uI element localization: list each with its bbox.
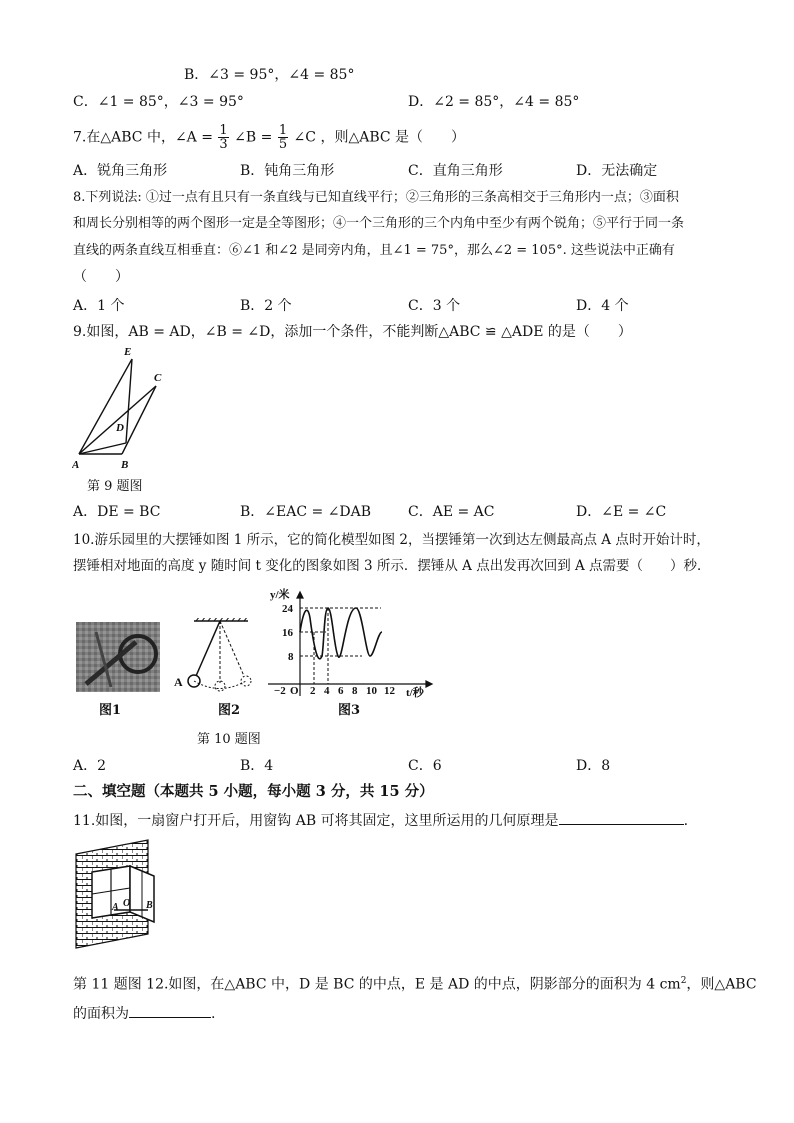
q10-fig1-label: 图1 bbox=[99, 703, 122, 718]
q8-option-d: D．4 个 bbox=[576, 298, 629, 314]
q7-fraction-2 bbox=[278, 124, 288, 151]
q9-line-ac bbox=[79, 386, 156, 454]
q7-stem-mid: ∠B = bbox=[234, 129, 273, 146]
q10-caption: 第 10 题图 bbox=[197, 732, 261, 747]
q7-fraction-1 bbox=[218, 124, 228, 151]
q12-line2-post: . bbox=[211, 1006, 216, 1022]
x-axis-arrow bbox=[426, 681, 432, 687]
q8-line-2: 和周长分别相等的两个图形一定是全等图形；④一个三角形的三个内角中至少有两个锐角；⑤平行于同一条 bbox=[73, 216, 685, 231]
q9-label-e: E bbox=[124, 346, 132, 358]
q11-label-o: O bbox=[123, 898, 131, 909]
q12-answer-blank[interactable] bbox=[129, 1003, 211, 1018]
q10-option-d: D．8 bbox=[576, 758, 611, 774]
q9-line-ed bbox=[126, 359, 132, 443]
q12-superscript: 2 bbox=[680, 976, 687, 986]
q11-stem-pre: 11.如图，一扇窗户打开后，用窗钩 AB 可将其固定，这里所运用的几何原理是 bbox=[73, 813, 559, 829]
q6-option-c: C．∠1 = 85°，∠3 = 95° bbox=[73, 94, 244, 110]
q9-line-ae bbox=[79, 359, 132, 454]
q9-option-c: C．AE = AC bbox=[408, 504, 495, 520]
x-tick-4: 4 bbox=[324, 685, 330, 697]
q12-line1-pre: 第 11 题图 12.如图，在△ABC 中，D 是 BC 的中点，E 是 AD 的中点，阴影部分的面积为 4 cm bbox=[73, 976, 681, 993]
q11-stem-post: . bbox=[683, 813, 689, 829]
q9-option-d: D．∠E = ∠C bbox=[576, 504, 667, 520]
x-tick-origin: O bbox=[290, 685, 299, 697]
q10-figure-3-graph bbox=[266, 588, 438, 698]
q7-option-d: D．无法确定 bbox=[576, 163, 658, 179]
q9-option-a: A．DE = BC bbox=[73, 504, 161, 520]
y-axis-label: y/米 bbox=[270, 589, 290, 601]
section-2-heading: 二、填空题（本题共 5 小题，每小题 3 分，共 15 分） bbox=[73, 783, 434, 800]
pendulum-rod bbox=[196, 621, 220, 676]
q9-option-b: B．∠EAC = ∠DAB bbox=[240, 504, 372, 520]
q8-option-c: C．3 个 bbox=[408, 298, 461, 314]
q7-stem-post: ∠C ，则△ABC 是（ ） bbox=[293, 129, 466, 146]
q8-line-3: 直线的两条直线互相垂直：⑥∠1 和∠2 是同旁内角，且∠1 = 75°，那么∠2 = 105°. 这些说法中正确有 bbox=[73, 243, 675, 258]
q9-label-b: B bbox=[121, 459, 129, 470]
q12-line2-pre: 的面积为 bbox=[73, 1006, 129, 1022]
q10-fig3-label: 图3 bbox=[338, 703, 361, 718]
q12-line1-post: ，则△ABC bbox=[686, 976, 757, 993]
x-tick-minus2: −2 bbox=[274, 685, 286, 697]
q12-line-2 bbox=[73, 1003, 215, 1023]
q11-label-a: A bbox=[112, 902, 119, 913]
q11-label-b: B bbox=[146, 900, 153, 911]
q11-figure-window bbox=[72, 838, 162, 950]
right-rod bbox=[220, 621, 244, 676]
q7-f2-den: 5 bbox=[278, 137, 288, 152]
x-tick-8: 8 bbox=[352, 685, 358, 697]
q6-option-d: D．∠2 = 85°，∠4 = 85° bbox=[408, 94, 580, 110]
q7-f1-den: 3 bbox=[219, 137, 228, 152]
y-tick-24: 24 bbox=[282, 603, 293, 615]
q9-caption: 第 9 题图 bbox=[87, 479, 143, 494]
q7-f2-num: 1 bbox=[278, 123, 288, 138]
q7-f1-num: 1 bbox=[219, 123, 228, 138]
x-tick-6: 6 bbox=[338, 685, 344, 697]
q11-answer-blank[interactable] bbox=[559, 810, 684, 825]
x-tick-10: 10 bbox=[366, 685, 377, 697]
q10-option-a: A．2 bbox=[73, 758, 107, 774]
right-bob bbox=[241, 676, 251, 686]
height-curve bbox=[300, 608, 382, 659]
q10-option-c: C．6 bbox=[408, 758, 442, 774]
q10-option-b: B．4 bbox=[240, 758, 274, 774]
q9-stem: 9.如图，AB = AD，∠B = ∠D，添加一个条件，不能判断△ABC ≌ △ADE 的是（ ） bbox=[73, 324, 632, 340]
q10-figure-2-pendulum bbox=[172, 618, 262, 698]
x-tick-2: 2 bbox=[310, 685, 316, 697]
q7-stem bbox=[73, 124, 465, 151]
q12-line-1 bbox=[73, 972, 757, 994]
q11-stem bbox=[73, 810, 688, 830]
q6-option-b: B．∠3 = 95°，∠4 = 85° bbox=[184, 67, 355, 83]
guide-lines bbox=[300, 608, 381, 684]
q7-option-b: B．钝角三角形 bbox=[240, 163, 335, 179]
q10-figure-1-photo bbox=[76, 622, 160, 692]
q7-option-a: A．锐角三角形 bbox=[73, 163, 168, 179]
q8-option-a: A．1 个 bbox=[73, 298, 125, 314]
q8-line-4: （ ） bbox=[73, 269, 129, 285]
q9-label-c: C bbox=[154, 372, 162, 384]
q8-line-1: 8.下列说法: ①过一点有且只有一条直线与已知直线平行；②三角形的三条高相交于三角形内一点；③面积 bbox=[73, 190, 679, 205]
fig2-point-a: A bbox=[174, 675, 183, 689]
x-axis-label: t/秒 bbox=[406, 687, 424, 698]
q10-line-1: 10.游乐园里的大摆锤如图 1 所示，它的简化模型如图 2，当摆锤第一次到达左侧最高点 A 点时开始计时， bbox=[73, 532, 710, 548]
y-axis-arrow bbox=[297, 592, 303, 598]
q7-stem-pre: 7.在△ABC 中，∠A = bbox=[73, 129, 213, 146]
y-tick-8: 8 bbox=[288, 651, 294, 663]
q7-option-c: C．直角三角形 bbox=[408, 163, 503, 179]
q10-fig2-label: 图2 bbox=[218, 703, 241, 718]
q9-label-d: D bbox=[116, 422, 124, 434]
q10-line-2: 摆锤相对地面的高度 y 随时间 t 变化的图象如图 3 所示．摆锤从 A 点出发再次回到 A 点需要（ ）秒． bbox=[73, 558, 711, 574]
q9-figure bbox=[72, 344, 172, 470]
x-tick-12: 12 bbox=[384, 685, 395, 697]
y-tick-16: 16 bbox=[282, 627, 293, 639]
q9-label-a: A bbox=[72, 459, 80, 470]
q8-option-b: B．2 个 bbox=[240, 298, 292, 314]
